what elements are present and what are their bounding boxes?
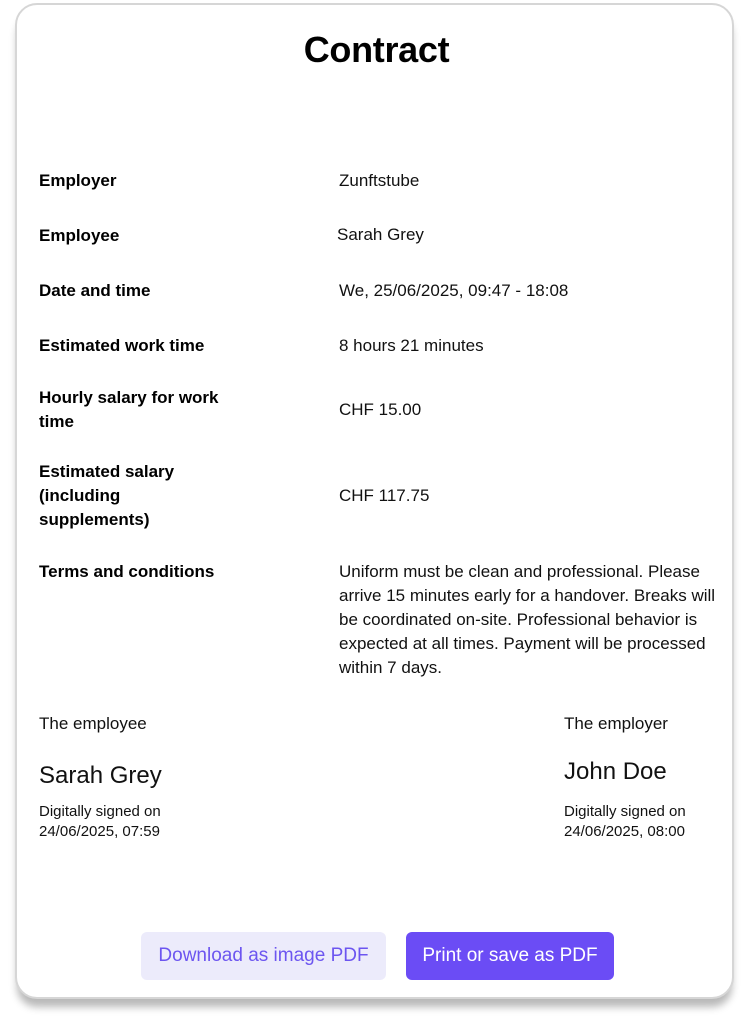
employee-value: Sarah Grey xyxy=(337,225,424,244)
employee-label: Employee xyxy=(39,226,120,245)
hourly-salary-label: Hourly salary for work time xyxy=(39,388,219,431)
page-title: Contract xyxy=(303,29,450,70)
employer-label: Employer xyxy=(39,171,117,190)
employee-signature-name: Sarah Grey xyxy=(39,762,162,789)
contract-card xyxy=(15,3,734,999)
employer-signature-name: John Doe xyxy=(564,758,667,785)
estimated-salary-value: CHF 117.75 xyxy=(339,486,430,505)
terms-label: Terms and conditions xyxy=(39,562,215,581)
employer-signature-date xyxy=(564,802,724,842)
work-time-label: Estimated work time xyxy=(39,336,205,355)
estimated-salary-label: Estimated salary (including supplements) xyxy=(39,462,175,529)
employer-value: Zunftstube xyxy=(339,171,420,190)
employer-signature-heading: The employer xyxy=(564,714,668,733)
date-time-label: Date and time xyxy=(39,281,151,300)
employee-signature-heading: The employee xyxy=(39,714,147,733)
print-save-pdf-button[interactable]: Print or save as PDF xyxy=(406,932,614,980)
download-image-pdf-button[interactable]: Download as image PDF xyxy=(141,932,386,980)
hourly-salary-value: CHF 15.00 xyxy=(339,400,422,419)
employer-signed-line: Digitally signed on xyxy=(564,803,686,820)
employee-signed-timestamp: 24/06/2025, 07:59 xyxy=(39,823,160,840)
date-time-value: We, 25/06/2025, 09:47 - 18:08 xyxy=(339,281,569,300)
employer-signed-timestamp: 24/06/2025, 08:00 xyxy=(564,823,685,840)
employee-signed-line: Digitally signed on xyxy=(39,803,161,820)
employee-signature-date xyxy=(39,802,239,842)
terms-value: Uniform must be clean and professional. Please arrive 15 minutes early for a handover. Breaks will be coordinated on-site. Professional behavior is expected at all times. Payment will be processed within 7 days. xyxy=(339,562,716,677)
work-time-value: 8 hours 21 minutes xyxy=(339,336,484,355)
